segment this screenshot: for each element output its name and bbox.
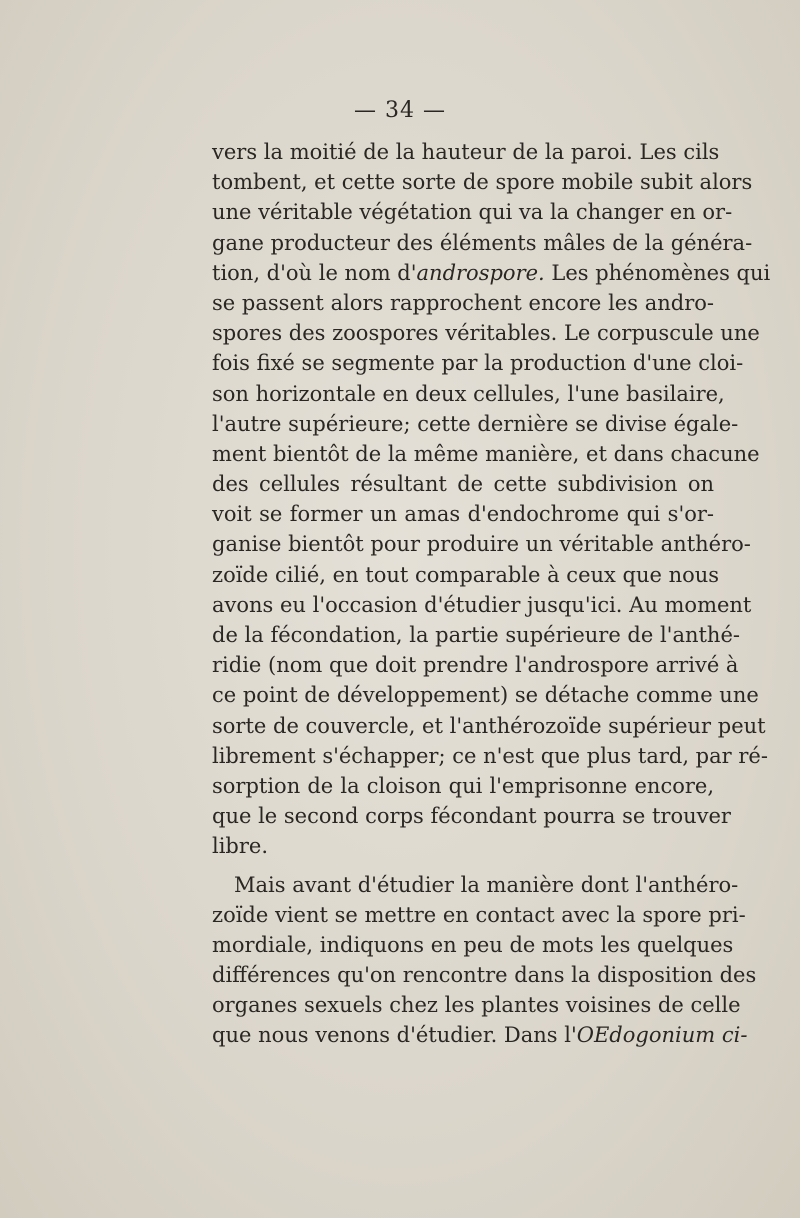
text-line <box>212 930 734 960</box>
text-run: sorption de la cloison qui l'emprisonne encore, <box>212 773 714 798</box>
text-run: mordiale, indiquons en peu de mots les quelques <box>212 932 734 957</box>
text-line <box>212 439 760 469</box>
text-line <box>212 409 739 439</box>
text-line <box>212 1020 748 1050</box>
paragraph-gap <box>212 862 714 870</box>
paragraph <box>212 137 771 862</box>
text-run: Les phénomènes qui <box>544 260 771 285</box>
text-line <box>212 900 746 930</box>
text-line <box>212 831 714 861</box>
text-line <box>212 771 714 801</box>
text-run: gane producteur des éléments mâles de la généra- <box>212 230 753 255</box>
text-run: spores des zoospores véritables. Le corpuscule une <box>212 321 760 346</box>
text-run: zoïde cilié, en tout comparable à ceux que nous <box>212 562 720 587</box>
text-run: de la fécondation, la partie supérieure de l'anthé- <box>212 623 740 647</box>
text-run: ce point de développement) se détache comme une <box>212 683 759 708</box>
text-run: ridie (nom que doit prendre l'androspore arrivé à <box>212 653 739 678</box>
text-line <box>212 318 760 348</box>
text-line <box>212 379 725 409</box>
text-run: des cellules résultant de cette subdivision on <box>212 472 714 497</box>
text-line <box>212 499 714 529</box>
text-run: tion, d'où le nom d' <box>212 260 417 285</box>
text-run: avons eu l'occasion d'étudier jusqu'ici. Au moment <box>212 592 752 617</box>
text-run: ment bientôt de la même manière, et dans chacune <box>212 441 760 466</box>
text-line <box>212 711 766 741</box>
text-line <box>212 960 757 990</box>
text-run: l'autre supérieure; cette dernière se divise égale- <box>212 411 739 436</box>
text-line <box>212 469 714 499</box>
text-run: ganise bientôt pour produire un véritable anthéro- <box>212 532 751 557</box>
text-run: son horizontale en deux cellules, l'une basilaire, <box>212 381 725 406</box>
text-run: libre. <box>212 834 269 859</box>
text-run: une véritable végétation qui va la changer en or- <box>212 200 733 225</box>
text-line <box>212 990 741 1020</box>
text-run: différences qu'on rencontre dans la disposition des <box>212 963 757 988</box>
text-line <box>212 167 753 197</box>
text-line <box>212 529 751 559</box>
text-line <box>212 680 759 710</box>
text-line <box>212 590 752 620</box>
page-number: — 34 — <box>354 98 446 123</box>
text-run: tombent, et cette sorte de spore mobile subit alors <box>212 170 753 195</box>
text-line <box>212 197 733 227</box>
text-line <box>212 288 714 318</box>
text-run: zoïde vient se mettre en contact avec la spore pri- <box>212 902 746 927</box>
text-line <box>212 228 753 258</box>
text-run: librement s'échapper; ce n'est que plus tard, par ré- <box>212 743 768 768</box>
text-line <box>212 650 739 680</box>
text-run: que nous venons d'étudier. Dans l' <box>212 1023 577 1048</box>
text-line <box>212 870 739 900</box>
text-run: vers la moitié de la hauteur de la paroi. Les cils <box>212 140 720 164</box>
text-line <box>212 137 720 167</box>
text-line <box>212 258 771 288</box>
paragraph <box>212 870 757 1051</box>
text-run: Mais avant d'étudier la manière dont l'anthéro- <box>234 872 739 897</box>
italic-run: androspore. <box>416 260 545 285</box>
text-run: sorte de couvercle, et l'anthérozoïde supérieur peut <box>212 713 766 738</box>
text-line <box>212 741 768 771</box>
italic-run: OEdogonium ci- <box>576 1023 748 1048</box>
text-run: voit se former un amas d'endochrome qui s'or- <box>212 502 714 527</box>
text-run: se passent alors rapprochent encore les andro- <box>212 290 714 315</box>
text-run: fois fixé se segmente par la production d'une cloi- <box>212 351 744 376</box>
body-text <box>212 137 771 1051</box>
text-line <box>212 801 731 831</box>
text-run: que le second corps fécondant pourra se trouver <box>212 804 731 829</box>
text-line <box>212 348 744 378</box>
text-line <box>212 620 740 650</box>
text-run: organes sexuels chez les plantes voisines de celle <box>212 993 741 1018</box>
text-line <box>212 560 720 590</box>
